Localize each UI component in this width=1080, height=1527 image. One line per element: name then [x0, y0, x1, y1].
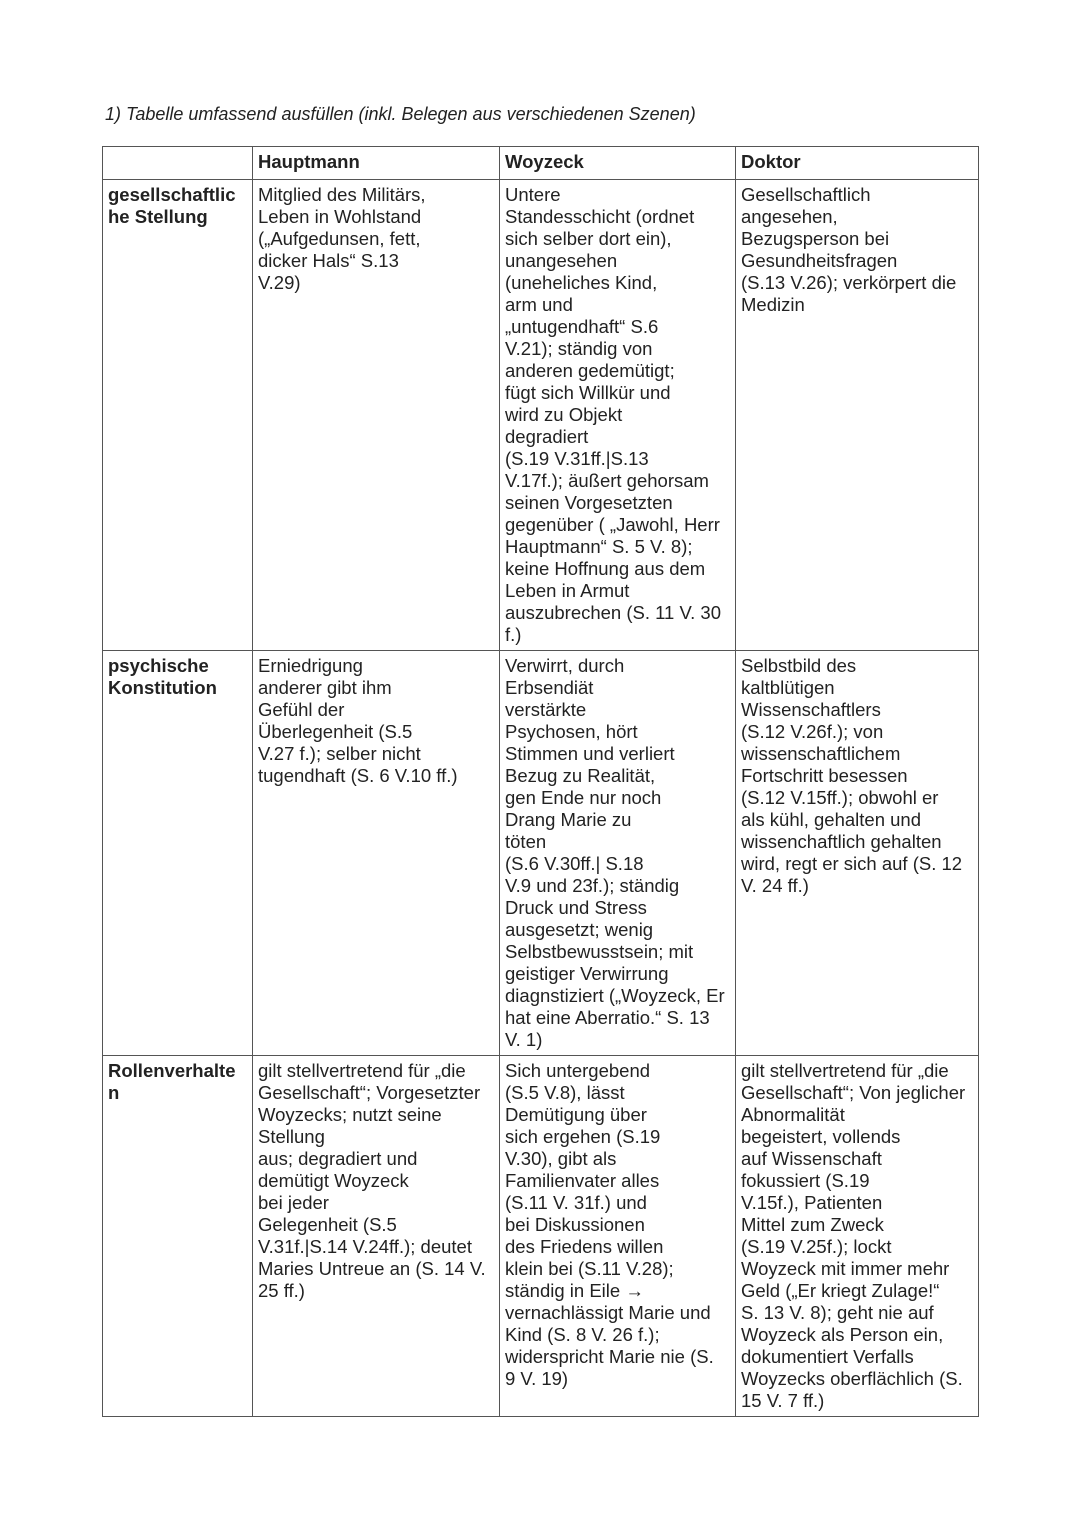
header-empty-cell — [103, 147, 253, 180]
character-comparison-table — [102, 146, 979, 1417]
cell-hauptmann: Erniedrigung anderer gibt ihm Gefühl der Überlegenheit (S.5 V.27 f.); selber nicht tugendhaft (S. 6 V.10 ff.) — [253, 651, 500, 1056]
task-instruction: 1) Tabelle umfassend ausfüllen (inkl. Belegen aus verschiedenen Szenen) — [105, 104, 696, 124]
cell-woyzeck: Sich untergebend (S.5 V.8), lässt Demütigung über sich ergehen (S.19 V.30), gibt als Familienvater alles (S.11 V. 31f.) und bei Diskussionen des Friedens willen klein bei (S.11 V.28); ständig in Eile → vernachlässigt Marie und Kind (S. 8 V. 26 f.); widerspricht Marie nie (S. 9 V. 19) — [500, 1056, 736, 1417]
row-label: Rollenverhalte n — [103, 1056, 253, 1417]
cell-doktor: Gesellschaftlich angesehen, Bezugsperson bei Gesundheitsfragen (S.13 V.26); verkörpert die Medizin — [736, 180, 979, 651]
table-row-rollenverhalten — [103, 1056, 979, 1417]
cell-woyzeck: Untere Standesschicht (ordnet sich selber dort ein), unangesehen (uneheliches Kind, arm und „untugendhaft“ S.6 V.21); ständig von anderen gedemütigt; fügt sich Willkür und wird zu Objekt degradiert (S.19 V.31ff.|S.13 V.17f.); äußert gehorsam seinen Vorgesetzten gegenüber ( „Jawohl, Herr Hauptmann“ S. 5 V. 8); keine Hoffnung aus dem Leben in Armut auszubrechen (S. 11 V. 30 f.) — [500, 180, 736, 651]
cell-hauptmann: Mitglied des Militärs, Leben in Wohlstand („Aufgedunsen, fett, dicker Hals“ S.13 V.29) — [253, 180, 500, 651]
cell-woyzeck: Verwirrt, durch Erbsendiät verstärkte Psychosen, hört Stimmen und verliert Bezug zu Realität, gen Ende nur noch Drang Marie zu töten (S.6 V.30ff.| S.18 V.9 und 23f.); ständig Druck und Stress ausgesetzt; wenig Selbstbewusstsein; mit geistiger Verwirrung diagnstiziert („Woyzeck, Er hat eine Aberratio.“ S. 13 V. 1) — [500, 651, 736, 1056]
header-doktor: Doktor — [736, 147, 979, 180]
table-row-gesellschaftliche-stellung — [103, 180, 979, 651]
table-row-psychische-konstitution — [103, 651, 979, 1056]
cell-hauptmann: gilt stellvertretend für „die Gesellschaft“; Vorgesetzter Woyzecks; nutzt seine Stellung aus; degradiert und demütigt Woyzeck bei jeder Gelegenheit (S.5 V.31f.|S.14 V.24ff.); deutet Maries Untreue an (S. 14 V. 25 ff.) — [253, 1056, 500, 1417]
row-label: psychische Konstitution — [103, 651, 253, 1056]
cell-doktor: Selbstbild des kaltblütigen Wissenschaftlers (S.12 V.26f.); von wissenschaftlichem Fortschritt besessen (S.12 V.15ff.); obwohl er als kühl, gehalten und wissenchaftlich gehalten wird, regt er sich auf (S. 12 V. 24 ff.) — [736, 651, 979, 1056]
table-header-row — [103, 147, 979, 180]
header-woyzeck: Woyzeck — [500, 147, 736, 180]
header-hauptmann: Hauptmann — [253, 147, 500, 180]
row-label: gesellschaftlic he Stellung — [103, 180, 253, 651]
cell-doktor: gilt stellvertretend für „die Gesellschaft“; Von jeglicher Abnormalität begeistert, vollends auf Wissenschaft fokussiert (S.19 V.15f.), Patienten Mittel zum Zweck (S.19 V.25f.); lockt Woyzeck mit immer mehr Geld („Er kriegt Zulage!“ S. 13 V. 8); geht nie auf Woyzeck als Person ein, dokumentiert Verfalls Woyzecks oberflächlich (S. 15 V. 7 ff.) — [736, 1056, 979, 1417]
